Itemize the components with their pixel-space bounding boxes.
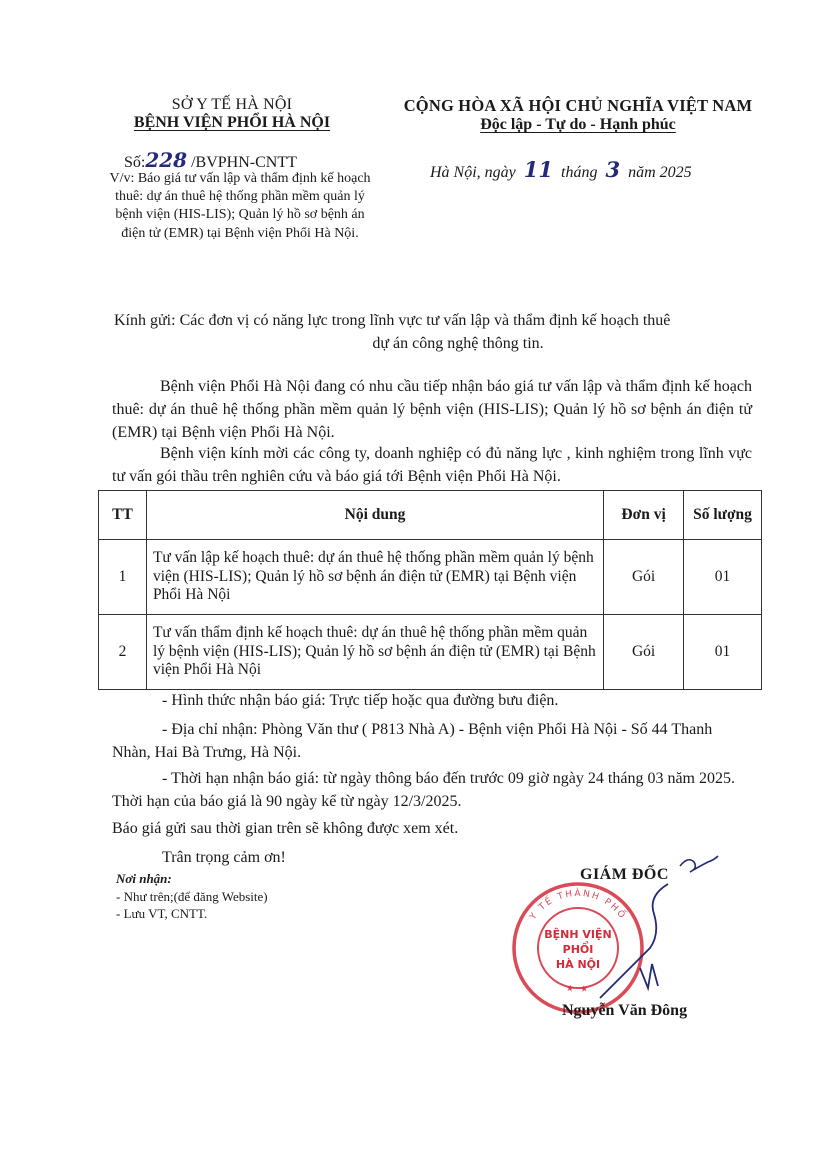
distribution-item: - Lưu VT, CNTT. bbox=[116, 906, 208, 922]
body-paragraph-2-text: Bệnh viện kính mời các công ty, doanh nghiệp có đủ năng lực , kinh nghiệm trong lĩnh vực tư vấn gói thầu trên nghiên cứu và báo giá tới Bệnh viện Phổi Hà Nội. bbox=[112, 445, 752, 485]
body-paragraph-1-text: Bệnh viện Phổi Hà Nội đang có nhu cầu tiếp nhận báo giá tư vấn lập và thẩm định kế hoạch thuê: dự án thuê hệ thống phần mềm quản lý bệnh viện (HIS-LIS); Quản lý hồ sơ bệnh án điện tử (EMR) tại Bệnh viện Phổi Hà Nội. bbox=[112, 378, 752, 441]
row-unit: Gói bbox=[604, 540, 684, 615]
thanks-line: Trân trọng cảm ơn! bbox=[162, 849, 286, 866]
stamp-text-2: PHỔI bbox=[562, 943, 594, 956]
table-header-row bbox=[99, 491, 762, 540]
motto: Độc lập - Tự do - Hạnh phúc bbox=[480, 116, 676, 133]
doc-no-handwritten: 228 bbox=[145, 148, 188, 172]
hospital-name: BỆNH VIỆN PHỔI HÀ NỘI bbox=[133, 114, 331, 131]
row-content: Tư vấn lập kế hoạch thuê: dự án thuê hệ thống phần mềm quản lý bệnh viện (HIS-LIS); Quản lý hồ sơ bệnh án điện tử (EMR) tại Bệnh viện Phổi Hà Nội bbox=[146, 540, 603, 615]
body-paragraph-2 bbox=[112, 443, 752, 489]
row-tt: 1 bbox=[99, 540, 147, 615]
distribution-title: Nơi nhận: bbox=[116, 871, 172, 886]
date-month: 3 bbox=[605, 157, 621, 182]
date-year: năm 2025 bbox=[628, 164, 692, 181]
recipient-block bbox=[114, 309, 766, 355]
signer-title: GIÁM ĐỐC bbox=[580, 866, 669, 883]
col-header-tt: TT bbox=[99, 491, 147, 540]
col-header-unit: Đơn vị bbox=[604, 491, 684, 540]
recipient-line2: dự án công nghệ thông tin. bbox=[372, 335, 544, 353]
stamp-text-1: BỆNH VIỆN bbox=[544, 928, 612, 941]
distribution-list bbox=[116, 870, 268, 923]
document-subject: V/v: Báo giá tư vấn lập và thẩm định kế hoạch thuê: dự án thuê hệ thống phần mềm quản lý bệnh viện (HIS-LIS); Quản lý hồ sơ bệnh án điện tử (EMR) tại Bệnh viện Phổi Hà Nội. bbox=[109, 171, 371, 241]
national-header bbox=[378, 96, 778, 134]
col-header-qty: Số lượng bbox=[684, 491, 762, 540]
row-content: Tư vấn thẩm định kế hoạch thuê: dự án thuê hệ thống phần mềm quản lý bệnh viện (HIS-LIS); Quản lý hồ sơ bệnh án điện tử (EMR) tại Bệnh viện Phổi Hà Nội bbox=[146, 615, 603, 690]
distribution-item: - Như trên;(để đăng Website) bbox=[116, 888, 268, 904]
doc-no-suffix: /BVPHN-CNTT bbox=[191, 154, 297, 171]
date-day: 11 bbox=[523, 157, 554, 182]
row-qty: 01 bbox=[684, 615, 762, 690]
doc-no-prefix: Số: bbox=[124, 154, 146, 171]
country-name: CỘNG HÒA XÃ HỘI CHỦ NGHĨA VIỆT NAM bbox=[403, 96, 753, 115]
row-tt: 2 bbox=[99, 615, 147, 690]
term-deadline: - Thời hạn nhận báo giá: từ ngày thông báo đến trước 09 giờ ngày 24 tháng 03 năm 2025. Thời hạn của báo giá là 90 ngày kể từ ngày 12/3/2025. bbox=[112, 770, 735, 811]
row-qty: 01 bbox=[684, 540, 762, 615]
svg-text:Y TẾ THÀNH PHỐ: Y TẾ THÀNH PHỐ bbox=[528, 888, 628, 922]
document-number bbox=[124, 148, 297, 172]
col-header-content: Nội dung bbox=[146, 491, 603, 540]
signer-name: Nguyễn Văn Đông bbox=[562, 1002, 688, 1019]
date-prefix: Hà Nội, ngày bbox=[430, 164, 516, 181]
term-address: - Địa chỉ nhận: Phòng Văn thư ( P813 Nhà A) - Bệnh viện Phổi Hà Nội - Số 44 Thanh Nhàn, Hai Bà Trưng, Hà Nội. bbox=[112, 721, 713, 762]
term-form: - Hình thức nhận báo giá: Trực tiếp hoặc qua đường bưu điện. bbox=[162, 692, 559, 709]
document-date bbox=[430, 157, 692, 182]
quotation-table bbox=[98, 490, 762, 690]
date-month-label: tháng bbox=[561, 164, 598, 181]
agency-name: SỞ Y TẾ HÀ NỘI bbox=[171, 96, 293, 113]
body-paragraph-1 bbox=[112, 376, 752, 445]
svg-text:★ ★: ★ ★ bbox=[565, 983, 591, 996]
stamp-text-3: HÀ NỘI bbox=[555, 958, 601, 971]
row-unit: Gói bbox=[604, 615, 684, 690]
issuer-block bbox=[92, 96, 372, 132]
recipient-line1: Kính gửi: Các đơn vị có năng lực trong lĩnh vực tư vấn lập và thẩm định kế hoạch thuê bbox=[114, 312, 671, 329]
table-row bbox=[99, 540, 762, 615]
table-row bbox=[99, 615, 762, 690]
term-late-notice: Báo giá gửi sau thời gian trên sẽ không được xem xét. bbox=[112, 820, 459, 837]
